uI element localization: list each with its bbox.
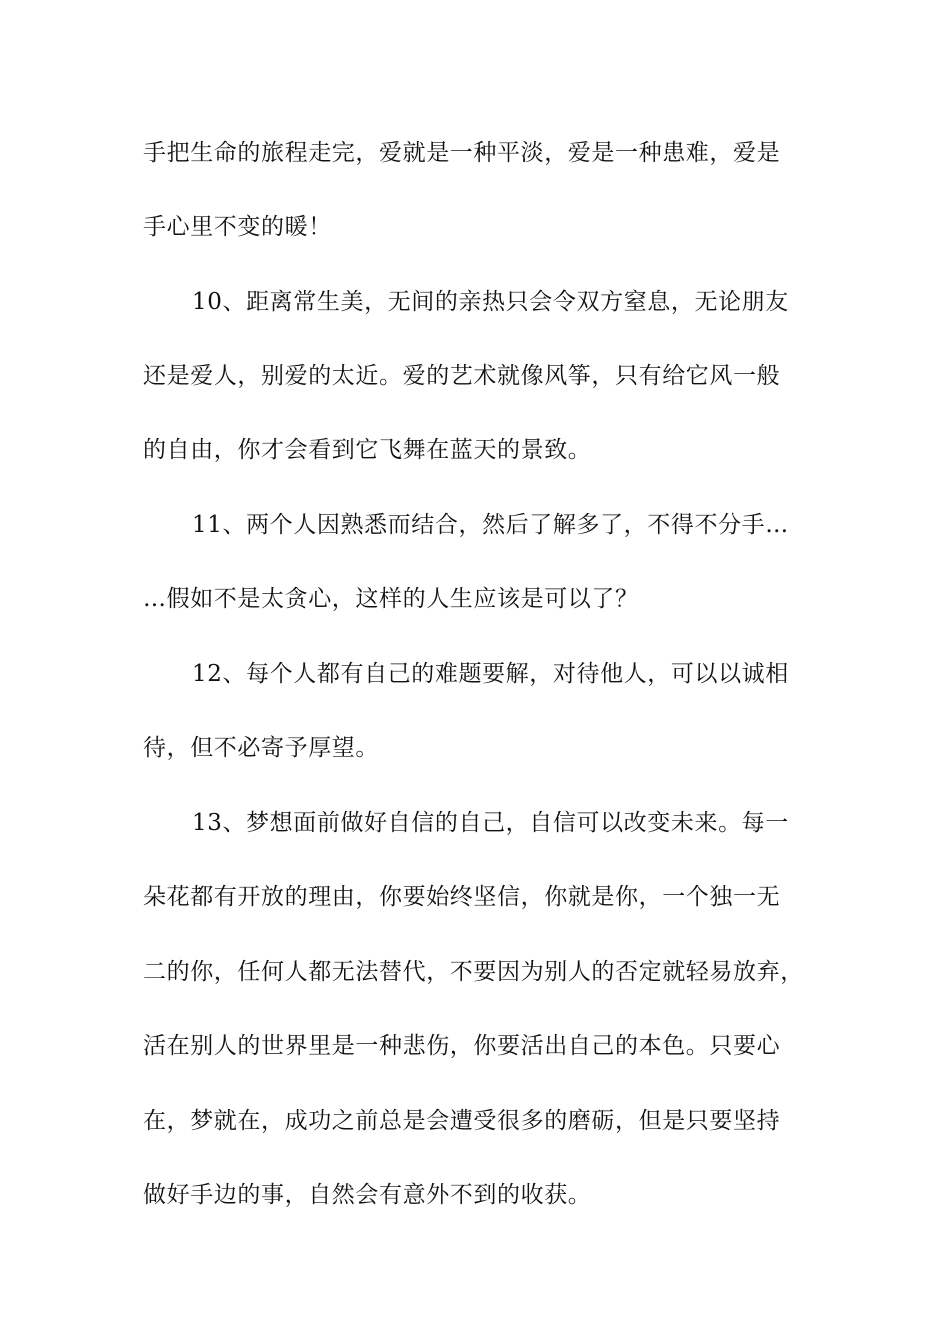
text-line: 做好手边的事，自然会有意外不到的收获。 bbox=[143, 1182, 592, 1208]
paragraph-13-start: 13、梦想面前做好自信的自己，自信可以改变未来。每一 bbox=[192, 810, 789, 836]
paragraph-10-start: 10、距离常生美，无间的亲热只会令双方窒息，无论朋友 bbox=[192, 289, 789, 315]
text-line: 待，但不必寄予厚望。 bbox=[143, 735, 379, 761]
text-line: 的自由，你才会看到它飞舞在蓝天的景致。 bbox=[143, 437, 592, 463]
text-line: …假如不是太贪心，这样的人生应该是可以了？ bbox=[143, 586, 639, 612]
text-line: 手心里不变的暖！ bbox=[143, 214, 332, 240]
paragraph-12-start: 12、每个人都有自己的难题要解，对待他人，可以以诚相 bbox=[192, 661, 789, 687]
text-line: 二的你，任何人都无法替代，不要因为别人的否定就轻易放弃， bbox=[143, 959, 804, 985]
text-line: 手把生命的旅程走完，爱就是一种平淡，爱是一种患难，爱是 bbox=[143, 140, 781, 166]
text-line: 在，梦就在，成功之前总是会遭受很多的磨砺，但是只要坚持 bbox=[143, 1108, 781, 1134]
text-line: 活在别人的世界里是一种悲伤，你要活出自己的本色。只要心 bbox=[143, 1033, 781, 1059]
paragraph-11-start: 11、两个人因熟悉而结合，然后了解多了，不得不分手… bbox=[192, 512, 789, 538]
text-line: 还是爱人，别爱的太近。爱的艺术就像风筝，只有给它风一般 bbox=[143, 363, 781, 389]
text-line: 朵花都有开放的理由，你要始终坚信，你就是你，一个独一无 bbox=[143, 884, 781, 910]
